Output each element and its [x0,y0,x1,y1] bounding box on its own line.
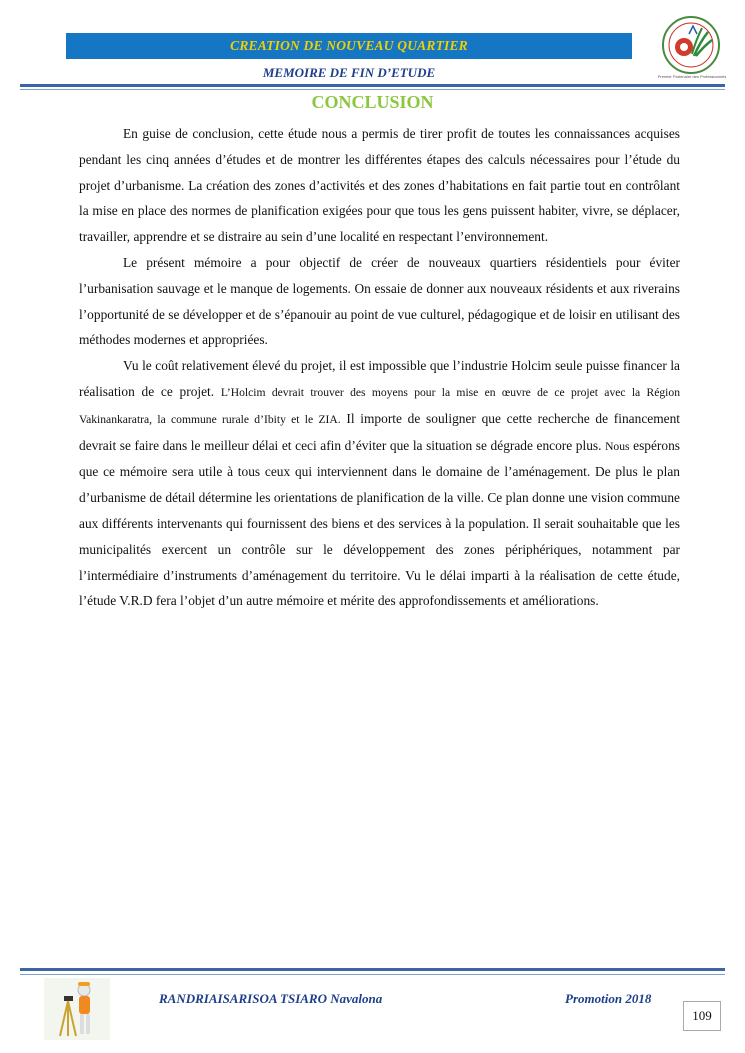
logo-caption: Premier Partenaire des Professionnels [657,74,727,79]
paragraph-3-part-b: L’Holcim devrait trouver des moyens pour la mise en œuvre de ce projet avec la Région Vakinankaratra, la commune rurale d’Ibity et le ZIA. [79,385,680,426]
paragraph-3-part-a: Vu le coût relativement élevé du projet, il est impossible que l’industrie Holcim seule puisse financer la réalisation de ce projet. [79,358,680,399]
paragraph-3 [79,353,680,614]
surveyor-icon [44,978,110,1040]
section-title: CONCLUSION [311,92,434,112]
author-name: RANDRIAISARISOA TSIARO Navalona [159,991,383,1006]
footer-rule [20,968,725,971]
header-rule-thin [20,89,725,90]
header-title: CREATION DE NOUVEAU QUARTIER [230,38,468,53]
header-rule [20,84,725,87]
paragraph-3-part-e: espérons que ce mémoire sera utile à tous ceux qui interviennent dans le domaine de l’aménagement. De plus le plan d’urbanisme de détail détermine les orientations de planification de la ville. Ce plan donne une vision commune aux différents intervenants qui fournissent des biens et des services à la population. Il serait souhaitable que les municipalités exercent un contrôle sur le développement des zones périphériques, notamment par l’intermédiaire d’instruments d’aménagement du territoire. Vu le délai imparti à la réalisation de cette étude, l’étude V.R.D fera l’objet d’un autre mémoire et mérite des approfondissements et améliorations. [79,437,680,609]
paragraph-1: En guise de conclusion, cette étude nous a permis de tirer profit de toutes les connaissances acquises pendant les cinq années d’études et de montrer les différentes étapes des calculs nécessaires pour l’étude du projet d’urbanisme. La création des zones d’activités et des zones d’habitations en fait partie tout en contrôlant la mise en place des normes de planification exigées pour que tous les gens puissent habiter, vivre, se déplacer, travailler, apprendre et se distraire au sein d’une localité en respectant l’environnement. [79,126,680,245]
page-number: 109 [683,1001,721,1031]
paragraph-2: Le présent mémoire a pour objectif de créer de nouveaux quartiers résidentiels pour éviter l’urbanisation sauvage et le manque de logements. On essaie de donner aux nouveaux résidents et aux riverains l’opportunité de se développer et de s’épanouir au point de vue culturel, pédagogique et de loisir en utilisant des méthodes modernes et appropriées. [79,254,680,348]
promotion-label: Promotion 2018 [565,991,652,1006]
conclusion-body [79,121,680,614]
paragraph-3-part-c: Il importe de souligner que cette recherche de financement devrait se faire dans le meilleur délai et ceci afin d’éviter que la situation se dégrade encore plus. [79,410,680,453]
header-subtitle: MEMOIRE DE FIN D’ETUDE [262,65,436,80]
paragraph-3-part-d: Nous [605,439,630,453]
footer-rule-thin [20,974,725,975]
school-logo-icon [656,14,726,80]
